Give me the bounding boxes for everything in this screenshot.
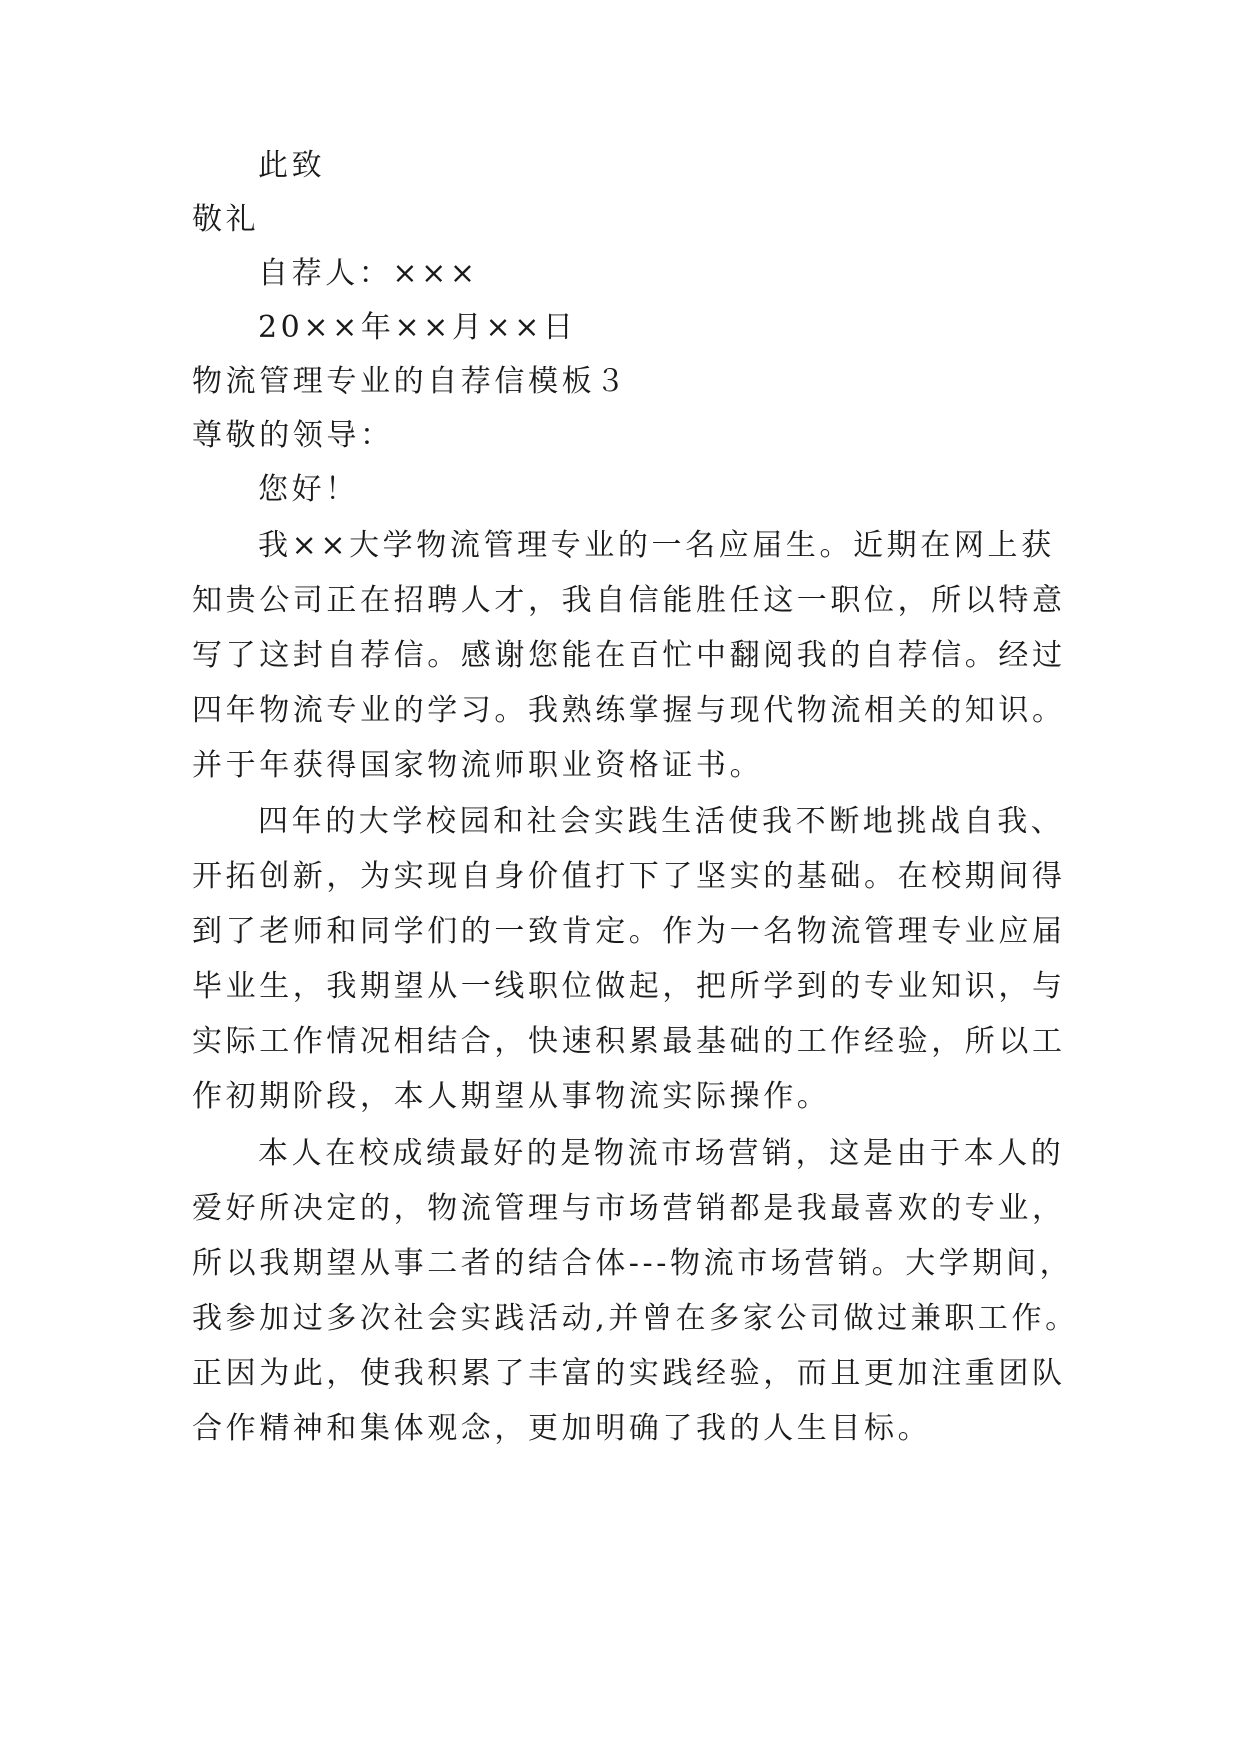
paragraph-3-line: 所以我期望从事二者的结合体---物流市场营销。大学期间， — [192, 1246, 1074, 1281]
paragraph-3-line: 合作精神和集体观念，更加明确了我的人生目标。 — [192, 1411, 932, 1446]
closing-regards: 敬礼 — [192, 202, 260, 237]
paragraph-3-line: 本人在校成绩最好的是物流市场营销，这是由于本人的 — [258, 1136, 1065, 1171]
paragraph-2-line: 毕业生，我期望从一线职位做起，把所学到的专业知识，与 — [192, 969, 1066, 1004]
paragraph-3-line: 正因为此，使我积累了丰富的实践经验，而且更加注重团队 — [192, 1356, 1066, 1391]
paragraph-2-line: 实际工作情况相结合，快速积累最基础的工作经验，所以工 — [192, 1024, 1066, 1059]
paragraph-1-line: 我××大学物流管理专业的一名应届生。近期在网上获 — [258, 528, 1055, 563]
paragraph-1-line: 知贵公司正在招聘人才，我自信能胜任这一职位，所以特意 — [192, 583, 1066, 618]
paragraph-2-line: 四年的大学校园和社会实践生活使我不断地挑战自我、 — [258, 804, 1065, 839]
date: 20××年××月××日 — [258, 310, 577, 345]
paragraph-3-line: 我参加过多次社会实践活动,并曾在多家公司做过兼职工作。 — [192, 1301, 1079, 1336]
paragraph-3-line: 爱好所决定的，物流管理与市场营销都是我最喜欢的专业， — [192, 1191, 1066, 1226]
signer: 自荐人：××× — [258, 256, 479, 291]
paragraph-2-line: 作初期阶段，本人期望从事物流实际操作。 — [192, 1079, 831, 1114]
paragraph-1-line: 写了这封自荐信。感谢您能在百忙中翻阅我的自荐信。经过 — [192, 638, 1066, 673]
closing-salutation: 此致 — [258, 148, 326, 183]
paragraph-1-line: 并于年获得国家物流师职业资格证书。 — [192, 748, 764, 783]
paragraph-2-line: 开拓创新，为实现自身价值打下了坚实的基础。在校期间得 — [192, 859, 1066, 894]
letter-title: 物流管理专业的自荐信模板３ — [192, 364, 629, 399]
hello: 您好！ — [258, 472, 359, 507]
paragraph-1-line: 四年物流专业的学习。我熟练掌握与现代物流相关的知识。 — [192, 693, 1066, 728]
paragraph-2-line: 到了老师和同学们的一致肯定。作为一名物流管理专业应届 — [192, 914, 1066, 949]
greeting: 尊敬的领导： — [192, 418, 394, 453]
